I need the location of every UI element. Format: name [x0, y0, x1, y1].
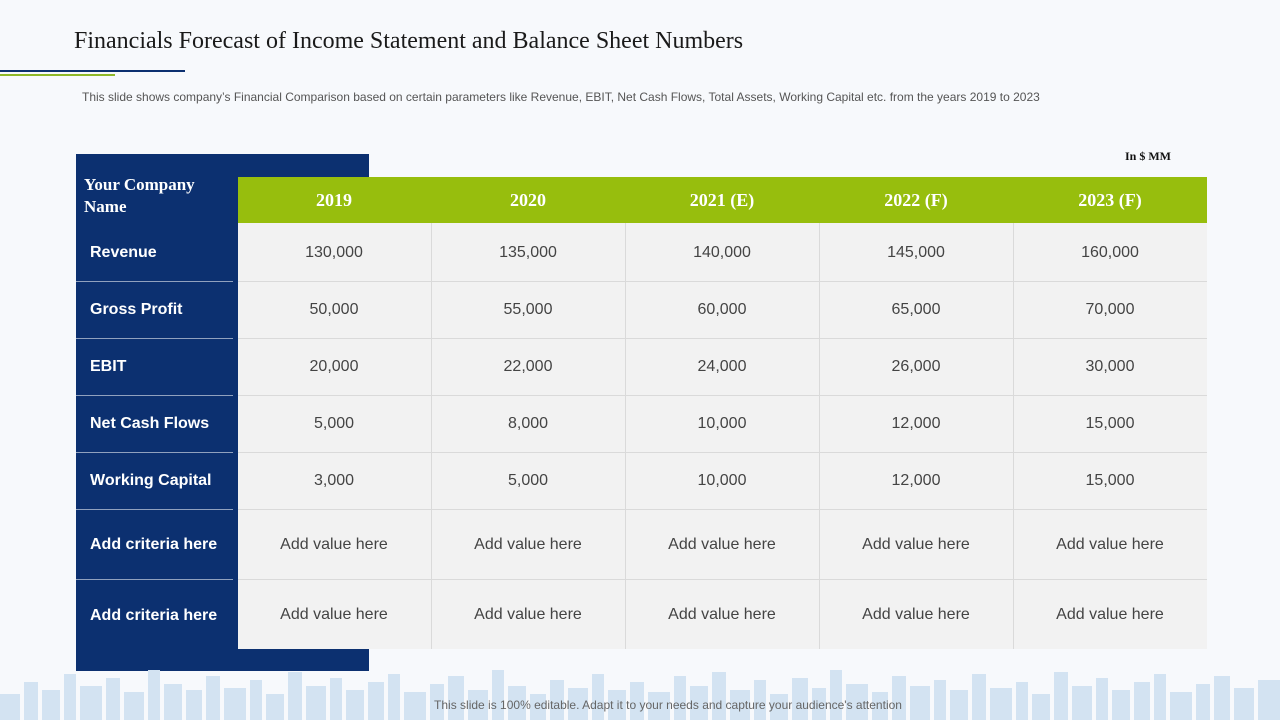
column-header: 2023 (F) — [1078, 189, 1142, 210]
column-header: 2022 (F) — [884, 189, 948, 210]
slide-title: Financials Forecast of Income Statement and Balance Sheet Numbers — [74, 28, 744, 54]
table-cell: 5,000 — [313, 415, 355, 432]
table-cell: 160,000 — [1081, 243, 1139, 261]
table-cell: 30,000 — [1085, 358, 1135, 375]
table-cell: Add value here — [280, 535, 388, 553]
table-cell: 22,000 — [503, 358, 553, 375]
table-cell: 10,000 — [697, 415, 747, 432]
units-label: In $ MM — [1125, 149, 1171, 163]
table-cell: 55,000 — [503, 301, 553, 318]
table-cell: Add value here — [474, 605, 582, 623]
title-underline-green — [0, 74, 115, 76]
row-label-working-capital: Working Capital — [90, 472, 212, 489]
column-header: 2021 (E) — [689, 189, 755, 210]
table-cell: Add value here — [474, 535, 582, 553]
table-cell: 3,000 — [313, 472, 355, 489]
table-cell: 12,000 — [891, 415, 941, 432]
row-label-add-criteria: Add criteria here — [90, 535, 218, 553]
footer-note: This slide is 100% editable. Adapt it to your needs and capture your audience's attention — [434, 698, 902, 712]
row-label-ebit: EBIT — [90, 358, 127, 375]
column-header: 2019 — [316, 189, 352, 210]
table-cell: 10,000 — [697, 472, 747, 489]
table-cell: 20,000 — [309, 358, 359, 375]
table-cell: Add value here — [862, 535, 970, 553]
table-cell: 24,000 — [697, 358, 747, 375]
table-cell: 60,000 — [697, 301, 747, 318]
table-cell: Add value here — [862, 605, 970, 623]
title-underline-navy — [0, 70, 185, 72]
company-name-label: Your Company Name — [84, 175, 195, 216]
row-label-add-criteria: Add criteria here — [90, 606, 218, 624]
table-cell: 15,000 — [1085, 415, 1135, 432]
table-cell: 15,000 — [1085, 472, 1135, 489]
table-cell: 50,000 — [309, 301, 359, 318]
table-cell: Add value here — [1056, 605, 1164, 623]
table-cell: Add value here — [668, 535, 776, 553]
row-label-net-cash-flows: Net Cash Flows — [90, 415, 210, 432]
table-cell: 12,000 — [891, 472, 941, 489]
table-cell: 70,000 — [1085, 301, 1135, 318]
table-cell: 8,000 — [507, 415, 549, 432]
table-cell: 135,000 — [499, 243, 557, 261]
row-label-gross-profit: Gross Profit — [90, 301, 183, 318]
table-cell: 26,000 — [891, 358, 941, 375]
table-cell: 5,000 — [507, 472, 549, 489]
slide-subtitle: This slide shows company’s Financial Comparison based on certain parameters like Revenue, EBIT, Net Cash Flows, Total Assets, Working Capital etc. from the years 2019 to 2023 — [82, 90, 1040, 104]
row-label-revenue: Revenue — [90, 243, 157, 261]
table-cell: 145,000 — [887, 243, 945, 261]
table-cell: 65,000 — [891, 301, 941, 318]
column-header: 2020 — [510, 189, 546, 210]
table-cell: 140,000 — [693, 243, 751, 261]
table-cell: Add value here — [280, 605, 388, 623]
table-cell: Add value here — [668, 605, 776, 623]
table-cell: 130,000 — [305, 243, 363, 261]
table-cell: Add value here — [1056, 535, 1164, 553]
